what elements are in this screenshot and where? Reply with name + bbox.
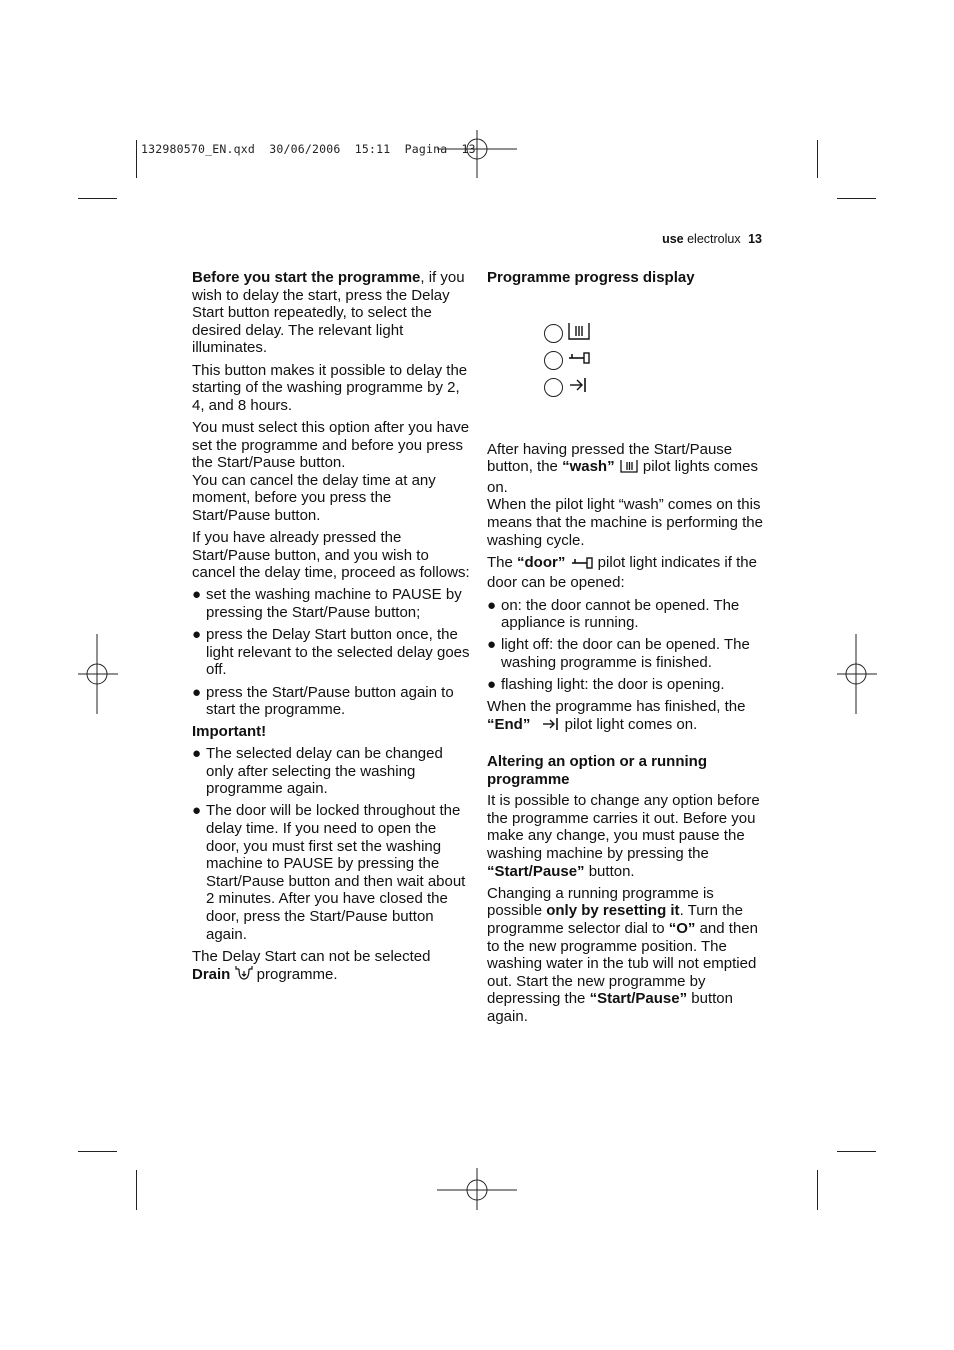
text: The Delay Start can not be selected xyxy=(192,947,431,965)
pilot-light-icon xyxy=(544,378,563,397)
wash-icon xyxy=(619,458,639,479)
paragraph: When the pilot light “wash” comes on this means that the machine is performing the washing cycle. xyxy=(487,496,763,549)
emphasis: “door” xyxy=(517,553,566,571)
text: pilot light comes on. xyxy=(560,715,698,733)
pilot-light-icon xyxy=(544,324,563,343)
page-number: 13 xyxy=(748,232,762,246)
list-item xyxy=(192,802,472,943)
text: The xyxy=(487,553,518,571)
registration-mark-icon xyxy=(437,130,517,190)
registration-mark-icon xyxy=(78,634,118,714)
indicator-end xyxy=(544,374,769,401)
text: You can cancel the delay time at any moment, before you press the Start/Pause button. xyxy=(192,471,436,524)
paragraph: This button makes it possible to delay the starting of the washing programme by 2, 4, and 8 hours. xyxy=(192,361,468,414)
text: programme. xyxy=(252,966,338,984)
indicator-wash xyxy=(544,320,769,347)
text: You must select this option after you have set the programme and before you press the Start/Pause button. xyxy=(192,418,470,472)
bullet: ● xyxy=(192,802,202,820)
list-text: flashing light: the door is opening. xyxy=(501,676,725,694)
emphasis: Before you start the programme xyxy=(192,269,421,286)
paragraph xyxy=(192,472,472,525)
bullet: ● xyxy=(487,636,497,654)
text: After having pressed the Start/Pause button, the xyxy=(487,440,733,476)
door-lock-icon xyxy=(567,351,591,370)
bullet: ● xyxy=(192,586,202,604)
text: and then to the new programme position. The washing water in the tub will not emptied out. Start the new programme by depressing the xyxy=(487,920,758,1008)
list-text: The selected delay can be changed only after selecting the washing programme again. xyxy=(206,745,443,798)
text: button again. xyxy=(487,990,733,1025)
wash-icon xyxy=(567,321,591,346)
list-item xyxy=(487,636,769,671)
emphasis: “O” xyxy=(668,920,696,937)
crop-mark xyxy=(817,140,818,178)
emphasis: Drain xyxy=(192,966,231,984)
text: pilot lights comes on. xyxy=(487,458,758,496)
text: It is possible to change any option before the programme carries it out. Before you make any change, you must pause the washing machine by pressing the xyxy=(487,792,760,863)
crop-mark xyxy=(136,1170,137,1210)
print-slug: 132980570_EN.qxd 30/06/2006 15:11 Pagina 13 xyxy=(141,142,476,156)
list-item xyxy=(487,676,769,694)
bullet: ● xyxy=(487,596,497,614)
crop-mark xyxy=(817,1170,818,1210)
paragraph xyxy=(192,948,472,987)
text: . Turn the programme selector dial to xyxy=(487,902,743,937)
list-item xyxy=(487,597,769,632)
paragraph xyxy=(487,698,769,736)
paragraph xyxy=(487,792,769,880)
paragraph xyxy=(192,269,472,357)
crop-mark xyxy=(78,1151,117,1152)
section-heading: Important! xyxy=(192,723,267,741)
list-text: press the Delay Start button once, the light relevant to the selected delay goes off. xyxy=(206,626,470,679)
section-heading: Programme progress display xyxy=(487,269,695,286)
list-item xyxy=(192,745,472,798)
registration-mark-icon xyxy=(437,1160,517,1220)
list-text: press the Start/Pause button again to start the programme. xyxy=(206,683,454,719)
list-item xyxy=(192,586,472,621)
bullet: ● xyxy=(487,676,497,694)
paragraph xyxy=(487,885,769,1026)
emphasis: “Start/Pause” xyxy=(589,990,688,1008)
paragraph xyxy=(487,441,769,497)
pilot-light-icon xyxy=(544,351,563,370)
emphasis: “Start/Pause” xyxy=(487,862,585,880)
text: pilot light indicates if the door can be opened: xyxy=(487,553,757,592)
section-heading: Altering an option or a running programme xyxy=(487,753,707,788)
bullet: ● xyxy=(192,745,202,762)
door-lock-icon xyxy=(570,556,594,575)
list-item xyxy=(192,684,472,719)
paragraph xyxy=(487,554,769,592)
bullet: ● xyxy=(192,626,202,644)
crop-mark xyxy=(78,198,117,199)
text: Changing a running programme is possible xyxy=(487,884,714,920)
indicator-door xyxy=(544,347,769,374)
list-text: on: the door cannot be opened. The appliance is running. xyxy=(501,596,740,632)
text: button. xyxy=(584,862,635,880)
text: , if you wish to delay the start, press the Delay Start button repeatedly, to select the desired delay. The relevant light illuminates. xyxy=(192,269,465,357)
crop-mark xyxy=(837,198,876,199)
section-name: use xyxy=(662,232,684,246)
emphasis: “wash” xyxy=(562,458,615,476)
bullet: ● xyxy=(192,683,202,701)
registration-mark-icon xyxy=(837,634,877,714)
list-text: The door will be locked throughout the delay time. If you need to open the door, you must first set the washing machine to PAUSE by pressing the Start/Pause button and then wait about 2 minutes. After you have closed the door, press the Start/Pause button again. xyxy=(206,802,466,943)
emphasis: “End” xyxy=(487,715,531,733)
paragraph xyxy=(192,419,472,472)
paragraph: If you have already pressed the Start/Pause button, and you wish to cancel the delay time, proceed as follows: xyxy=(192,529,470,582)
crop-mark xyxy=(837,1151,876,1152)
list-text: light off: the door can be opened. The washing programme is finished. xyxy=(501,636,750,671)
text: When the programme has finished, the xyxy=(487,698,746,716)
list-item xyxy=(192,626,472,679)
brand-name: electrolux xyxy=(687,232,741,246)
right-column xyxy=(487,269,769,1030)
end-icon xyxy=(567,376,589,399)
end-icon xyxy=(541,716,561,737)
crop-mark xyxy=(136,140,137,178)
left-column xyxy=(192,269,472,992)
page-header xyxy=(662,232,762,246)
list-text: set the washing machine to PAUSE by pressing the Start/Pause button; xyxy=(206,586,462,622)
drain-icon xyxy=(235,965,253,987)
emphasis: only by resetting it xyxy=(546,902,680,920)
